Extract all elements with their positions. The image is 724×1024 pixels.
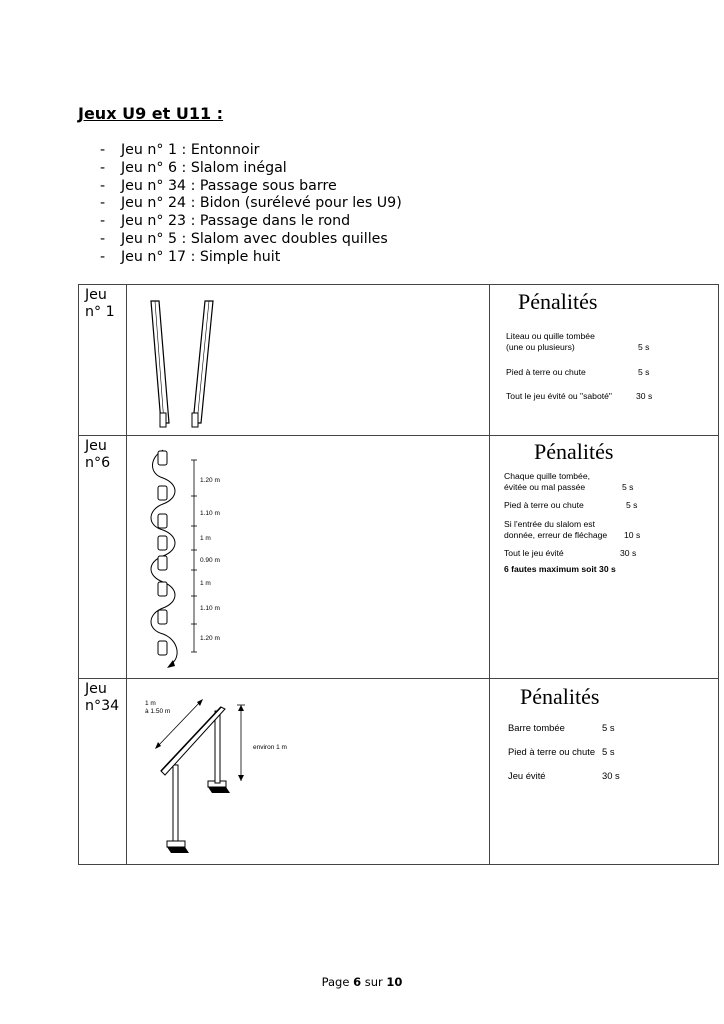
penalties-cell (490, 285, 719, 436)
distance-label: 1 m (200, 535, 211, 542)
figure-cell (127, 285, 490, 436)
penalties-title: Pénalités (534, 439, 614, 464)
penalty-text: Pied à terre ou chute (506, 367, 586, 377)
distance-label: 1.10 m (200, 510, 220, 517)
game-number: n°6 (85, 455, 111, 471)
table-row (79, 285, 719, 436)
distance-label: 1.20 m (200, 477, 220, 484)
list-item: - Jeu n° 1 : Entonnoir (100, 142, 260, 158)
penalty-value: 5 s (622, 482, 634, 492)
entonnoir-diagram (127, 285, 489, 435)
penalty-text: Pied à terre ou chute (508, 746, 596, 757)
figure-cell (127, 679, 490, 865)
list-item: - Jeu n° 17 : Simple huit (100, 248, 281, 265)
list-item: - Jeu n° 6 : Slalom inégal (100, 159, 287, 176)
game-label: Jeu (85, 287, 107, 303)
game-label-cell (79, 436, 127, 679)
penalty-value: 30 s (602, 770, 620, 781)
penalty-text: Chaque quille tombée, évitée ou mal passée (504, 471, 590, 492)
game-number: n°34 (85, 698, 120, 714)
table-row (79, 436, 719, 679)
list-item: - Jeu n° 34 : Passage sous barre (100, 177, 337, 194)
slalom-diagram (127, 436, 489, 678)
table-row (79, 679, 719, 865)
cones (158, 451, 167, 655)
game-list (100, 142, 402, 267)
penalty-value: 5 s (638, 342, 650, 352)
penalties-title: Pénalités (520, 684, 600, 709)
distance-label: 0.90 m (200, 557, 220, 564)
page-footer: Page 6 sur 10 (321, 975, 403, 989)
list-item: - Jeu n° 24 : Bidon (surélevé pour les U9) (100, 195, 402, 212)
games-table (78, 284, 719, 865)
length-label: 1 m (145, 700, 156, 707)
penalty-value: 5 s (638, 367, 650, 377)
penalty-text: Liteau ou quille tombée (une ou plusieurs) (506, 331, 595, 352)
length-label: à 1.50 m (145, 708, 171, 715)
barre-diagram (127, 679, 489, 864)
total-pages: 10 (386, 975, 403, 989)
game-label-cell (79, 285, 127, 436)
page-title: Jeux U9 et U11 : (78, 104, 224, 123)
game-label: Jeu (85, 681, 107, 697)
penalty-text: Pied à terre ou chute (504, 500, 584, 510)
penalty-text: Tout le jeu évité (504, 548, 564, 558)
game-label: Jeu (85, 438, 107, 454)
penalty-text: Si l'entrée du slalom est donnée, erreur de fléchage (504, 519, 608, 540)
figure-cell (127, 436, 490, 679)
penalty-text: Jeu évité (508, 770, 546, 781)
height-label: environ 1 m (253, 744, 287, 751)
penalty-value: 5 s (626, 500, 638, 510)
penalty-text: Barre tombée (508, 722, 565, 733)
penalty-value: 5 s (602, 746, 615, 757)
penalty-value: 5 s (602, 722, 615, 733)
game-number: n° 1 (85, 304, 115, 320)
distance-label: 1.10 m (200, 605, 220, 612)
penalties-cell (490, 679, 719, 865)
penalties-cell (490, 436, 719, 679)
game-label-cell (79, 679, 127, 865)
distance-label: 1.20 m (200, 635, 220, 642)
current-page: 6 (353, 975, 362, 989)
list-item: - Jeu n° 5 : Slalom avec doubles quilles (100, 230, 388, 247)
penalty-value: 30 s (636, 391, 653, 401)
penalties-title: Pénalités (518, 289, 598, 314)
penalty-value: 10 s (624, 530, 641, 540)
penalty-value: 30 s (620, 548, 637, 558)
distance-label: 1 m (200, 580, 211, 587)
penalty-text: Tout le jeu évité ou "saboté" (506, 391, 612, 401)
penalty-note: 6 fautes maximum soit 30 s (504, 564, 616, 574)
list-item: - Jeu n° 23 : Passage dans le rond (100, 213, 351, 230)
